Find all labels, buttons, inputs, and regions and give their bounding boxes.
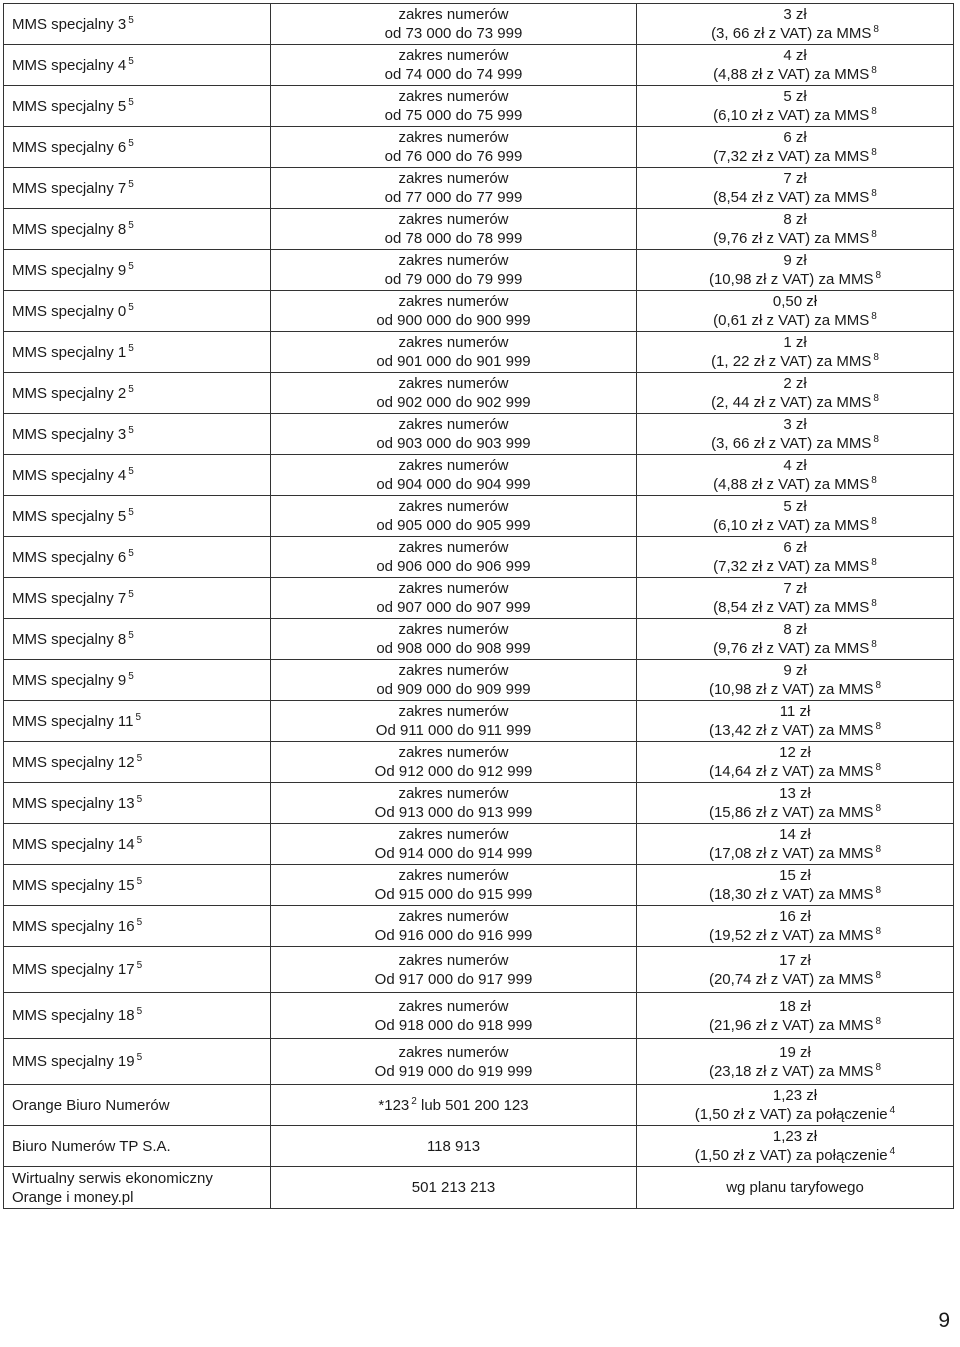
- table-row: [4, 578, 954, 619]
- table-row: [4, 906, 954, 947]
- price-cell: 1 zł (1, 22 zł z VAT) za MMS $^8$: [637, 332, 954, 373]
- service-name: Biuro Numerów TP S.A.: [4, 1126, 271, 1167]
- price-cell: 17 zł (20,74 zł z VAT) za MMS $^8$: [637, 947, 954, 993]
- number-range: zakres numerów Od 912 000 do 912 999: [271, 742, 637, 783]
- service-name: MMS specjalny 8 $^5$: [4, 619, 271, 660]
- service-name: MMS specjalny 12 $^5$: [4, 742, 271, 783]
- price-cell: 13 zł (15,86 zł z VAT) za MMS $^8$: [637, 783, 954, 824]
- table-row: [4, 1039, 954, 1085]
- number-range: zakres numerów Od 917 000 do 917 999: [271, 947, 637, 993]
- table-row: [4, 127, 954, 168]
- table-row: [4, 291, 954, 332]
- service-name: MMS specjalny 2 $^5$: [4, 373, 271, 414]
- service-name: MMS specjalny 4 $^5$: [4, 455, 271, 496]
- service-name: MMS specjalny 7 $^5$: [4, 578, 271, 619]
- service-name: MMS specjalny 15 $^5$: [4, 865, 271, 906]
- price-cell: 16 zł (19,52 zł z VAT) za MMS $^8$: [637, 906, 954, 947]
- service-price: 1,23 zł (1,50 zł z VAT) za połączenie $^4$: [637, 1126, 954, 1167]
- service-name: MMS specjalny 1 $^5$: [4, 332, 271, 373]
- service-name: MMS specjalny 11 $^5$: [4, 701, 271, 742]
- table-row: [4, 947, 954, 993]
- number-range: zakres numerów od 904 000 do 904 999: [271, 455, 637, 496]
- price-cell: 2 zł (2, 44 zł z VAT) za MMS $^8$: [637, 373, 954, 414]
- service-name: MMS specjalny 9 $^5$: [4, 660, 271, 701]
- number-range: zakres numerów Od 916 000 do 916 999: [271, 906, 637, 947]
- service-price: wg planu taryfowego: [637, 1167, 954, 1209]
- service-number: 118 913: [271, 1126, 637, 1167]
- service-price: 1,23 zł (1,50 zł z VAT) za połączenie $^4$: [637, 1085, 954, 1126]
- table-row: [4, 824, 954, 865]
- tariff-table: [3, 3, 954, 1209]
- price-cell: 7 zł (8,54 zł z VAT) za MMS $^8$: [637, 168, 954, 209]
- service-name: MMS specjalny 7 $^5$: [4, 168, 271, 209]
- service-name: MMS specjalny 14 $^5$: [4, 824, 271, 865]
- service-name: Orange Biuro Numerów: [4, 1085, 271, 1126]
- price-cell: 14 zł (17,08 zł z VAT) za MMS $^8$: [637, 824, 954, 865]
- table-row: [4, 865, 954, 906]
- service-name: MMS specjalny 13 $^5$: [4, 783, 271, 824]
- service-number: 501 213 213: [271, 1167, 637, 1209]
- price-cell: 4 zł (4,88 zł z VAT) za MMS $^8$: [637, 45, 954, 86]
- table-row: [4, 414, 954, 455]
- price-cell: 18 zł (21,96 zł z VAT) za MMS $^8$: [637, 993, 954, 1039]
- service-row-orange: [4, 1085, 954, 1126]
- page-number: 9: [938, 1309, 950, 1332]
- table-row: [4, 496, 954, 537]
- service-name: MMS specjalny 6 $^5$: [4, 537, 271, 578]
- price-cell: 15 zł (18,30 zł z VAT) za MMS $^8$: [637, 865, 954, 906]
- price-cell: 6 zł (7,32 zł z VAT) za MMS $^8$: [637, 127, 954, 168]
- service-name: MMS specjalny 3 $^5$: [4, 414, 271, 455]
- price-cell: 8 zł (9,76 zł z VAT) za MMS $^8$: [637, 209, 954, 250]
- table-row: [4, 209, 954, 250]
- number-range: zakres numerów od 905 000 do 905 999: [271, 496, 637, 537]
- price-cell: 12 zł (14,64 zł z VAT) za MMS $^8$: [637, 742, 954, 783]
- service-name: MMS specjalny 6 $^5$: [4, 127, 271, 168]
- service-name: MMS specjalny 9 $^5$: [4, 250, 271, 291]
- price-cell: 3 zł (3, 66 zł z VAT) za MMS $^8$: [637, 414, 954, 455]
- service-row-tp: [4, 1126, 954, 1167]
- number-range: zakres numerów od 73 000 do 73 999: [271, 4, 637, 45]
- table-row: [4, 455, 954, 496]
- table-row: [4, 332, 954, 373]
- price-cell: 9 zł (10,98 zł z VAT) za MMS $^8$: [637, 250, 954, 291]
- service-number: *123 $^2$ lub 501 200 123: [271, 1085, 637, 1126]
- table-row: [4, 373, 954, 414]
- number-range: zakres numerów od 79 000 do 79 999: [271, 250, 637, 291]
- price-cell: 5 zł (6,10 zł z VAT) za MMS $^8$: [637, 496, 954, 537]
- table-row: [4, 783, 954, 824]
- number-range: zakres numerów od 78 000 do 78 999: [271, 209, 637, 250]
- number-range: zakres numerów od 75 000 do 75 999: [271, 86, 637, 127]
- number-range: zakres numerów Od 919 000 do 919 999: [271, 1039, 637, 1085]
- price-cell: 5 zł (6,10 zł z VAT) za MMS $^8$: [637, 86, 954, 127]
- service-name: MMS specjalny 18 $^5$: [4, 993, 271, 1039]
- number-range: zakres numerów od 901 000 do 901 999: [271, 332, 637, 373]
- price-cell: 9 zł (10,98 zł z VAT) za MMS $^8$: [637, 660, 954, 701]
- service-name: MMS specjalny 17 $^5$: [4, 947, 271, 993]
- service-name: MMS specjalny 8 $^5$: [4, 209, 271, 250]
- number-range: zakres numerów Od 913 000 do 913 999: [271, 783, 637, 824]
- table-row: [4, 86, 954, 127]
- number-range: zakres numerów od 908 000 do 908 999: [271, 619, 637, 660]
- number-range: zakres numerów od 906 000 do 906 999: [271, 537, 637, 578]
- service-name: MMS specjalny 4 $^5$: [4, 45, 271, 86]
- price-cell: 7 zł (8,54 zł z VAT) za MMS $^8$: [637, 578, 954, 619]
- number-range: zakres numerów Od 915 000 do 915 999: [271, 865, 637, 906]
- number-range: zakres numerów od 902 000 do 902 999: [271, 373, 637, 414]
- table-row: [4, 4, 954, 45]
- service-name: MMS specjalny 3 $^5$: [4, 4, 271, 45]
- number-range: zakres numerów Od 918 000 do 918 999: [271, 993, 637, 1039]
- table-row: [4, 742, 954, 783]
- service-name: MMS specjalny 0 $^5$: [4, 291, 271, 332]
- service-name: MMS specjalny 19 $^5$: [4, 1039, 271, 1085]
- service-name: MMS specjalny 5 $^5$: [4, 496, 271, 537]
- number-range: zakres numerów Od 914 000 do 914 999: [271, 824, 637, 865]
- price-cell: 4 zł (4,88 zł z VAT) za MMS $^8$: [637, 455, 954, 496]
- table-row: [4, 660, 954, 701]
- table-row: [4, 701, 954, 742]
- number-range: zakres numerów Od 911 000 do 911 999: [271, 701, 637, 742]
- price-cell: 8 zł (9,76 zł z VAT) za MMS $^8$: [637, 619, 954, 660]
- price-cell: 11 zł (13,42 zł z VAT) za MMS $^8$: [637, 701, 954, 742]
- price-cell: 0,50 zł (0,61 zł z VAT) za MMS $^8$: [637, 291, 954, 332]
- table-row: [4, 537, 954, 578]
- service-name: MMS specjalny 5 $^5$: [4, 86, 271, 127]
- number-range: zakres numerów od 74 000 do 74 999: [271, 45, 637, 86]
- number-range: zakres numerów od 909 000 do 909 999: [271, 660, 637, 701]
- number-range: zakres numerów od 903 000 do 903 999: [271, 414, 637, 455]
- number-range: zakres numerów od 907 000 do 907 999: [271, 578, 637, 619]
- price-cell: 3 zł (3, 66 zł z VAT) za MMS $^8$: [637, 4, 954, 45]
- price-cell: 19 zł (23,18 zł z VAT) za MMS $^8$: [637, 1039, 954, 1085]
- number-range: zakres numerów od 900 000 do 900 999: [271, 291, 637, 332]
- service-row-money: [4, 1167, 954, 1209]
- service-name: Wirtualny serwis ekonomiczny Orange i money.pl: [4, 1167, 271, 1209]
- table-row: [4, 619, 954, 660]
- number-range: zakres numerów od 76 000 do 76 999: [271, 127, 637, 168]
- table-row: [4, 993, 954, 1039]
- number-range: zakres numerów od 77 000 do 77 999: [271, 168, 637, 209]
- table-row: [4, 250, 954, 291]
- service-name: MMS specjalny 16 $^5$: [4, 906, 271, 947]
- table-row: [4, 45, 954, 86]
- price-cell: 6 zł (7,32 zł z VAT) za MMS $^8$: [637, 537, 954, 578]
- table-row: [4, 168, 954, 209]
